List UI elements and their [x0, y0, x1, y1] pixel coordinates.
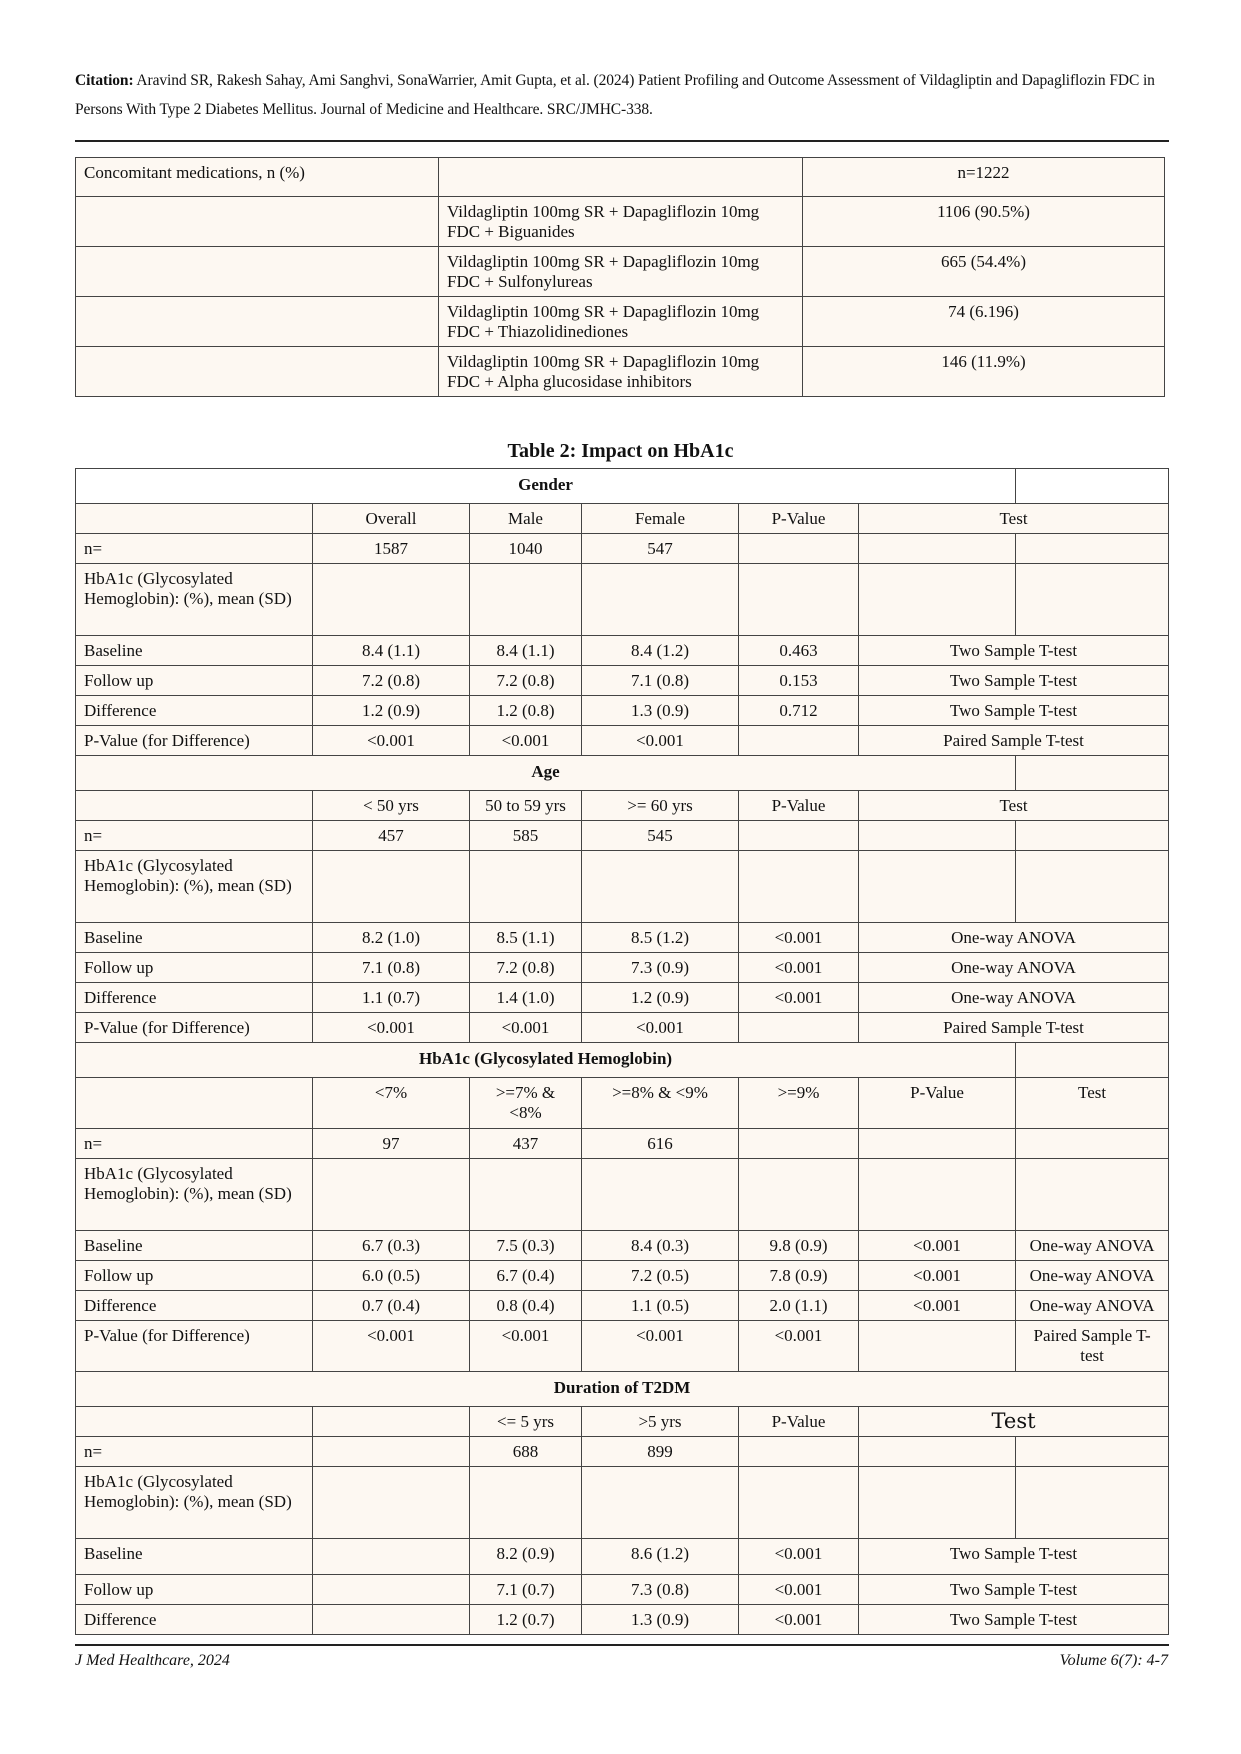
cell: <0.001	[313, 1013, 470, 1043]
cell: <0.001	[739, 953, 859, 983]
cell: Two Sample T-test	[859, 636, 1169, 666]
cell: 1.2 (0.9)	[313, 696, 470, 726]
row-label: Follow up	[76, 666, 313, 696]
empty-cell	[76, 1407, 313, 1437]
table-row	[76, 197, 1165, 247]
empty-cell	[859, 1467, 1016, 1539]
col-header: >= 60 yrs	[582, 791, 739, 821]
cell: <0.001	[470, 1321, 582, 1372]
cell: <0.001	[859, 1231, 1016, 1261]
cell: Two Sample T-test	[859, 696, 1169, 726]
cell: 1.1 (0.7)	[313, 983, 470, 1013]
cell: 8.6 (1.2)	[582, 1539, 739, 1575]
table-row	[76, 851, 1169, 923]
column-header-row	[76, 504, 1169, 534]
empty-cell	[859, 1129, 1016, 1159]
cell	[313, 1539, 470, 1575]
cell: 8.2 (1.0)	[313, 923, 470, 953]
table-row	[76, 1575, 1169, 1605]
cell: 8.4 (1.2)	[582, 636, 739, 666]
cell: 0.153	[739, 666, 859, 696]
empty-cell	[859, 851, 1016, 923]
cell	[313, 1437, 470, 1467]
empty-cell	[470, 564, 582, 636]
row-label: Baseline	[76, 1231, 313, 1261]
empty-cell	[739, 1467, 859, 1539]
table1-header-label: Concomitant medications, n (%)	[76, 158, 439, 197]
cell: 0.712	[739, 696, 859, 726]
cell: 688	[470, 1437, 582, 1467]
empty-cell	[859, 1437, 1016, 1467]
empty-cell	[1016, 1129, 1169, 1159]
column-header-row	[76, 1407, 1169, 1437]
table-row	[76, 696, 1169, 726]
cell: <0.001	[582, 1321, 739, 1372]
col-header: P-Value	[739, 791, 859, 821]
empty-cell	[76, 1078, 313, 1129]
cell: <0.001	[739, 1605, 859, 1635]
citation-label: Citation:	[75, 72, 134, 89]
cell: <0.001	[470, 1013, 582, 1043]
row-label: Baseline	[76, 636, 313, 666]
header-rule	[75, 140, 1169, 142]
col-header: P-Value	[859, 1078, 1016, 1129]
col-header: Male	[470, 504, 582, 534]
col-header: Test	[859, 1407, 1169, 1437]
table1-cell-empty	[76, 297, 439, 347]
cell: Paired Sample T-test	[1016, 1321, 1169, 1372]
cell: 437	[470, 1129, 582, 1159]
empty-cell	[1016, 534, 1169, 564]
col-header: >=7% & <8%	[470, 1078, 582, 1129]
table-row	[76, 1159, 1169, 1231]
cell: 899	[582, 1437, 739, 1467]
empty-cell	[1016, 1159, 1169, 1231]
cell: 7.3 (0.8)	[582, 1575, 739, 1605]
row-label: HbA1c (Glycosylated Hemoglobin): (%), mean (SD)	[76, 1467, 313, 1539]
row-label: Follow up	[76, 953, 313, 983]
col-header: Test	[859, 504, 1169, 534]
cell: Two Sample T-test	[859, 1575, 1169, 1605]
cell: 7.2 (0.8)	[470, 953, 582, 983]
col-header: Overall	[313, 504, 470, 534]
cell: 7.3 (0.9)	[582, 953, 739, 983]
col-header: 50 to 59 yrs	[470, 791, 582, 821]
table-row	[76, 1467, 1169, 1539]
empty-cell	[470, 1159, 582, 1231]
cell: 6.7 (0.3)	[313, 1231, 470, 1261]
row-label: Difference	[76, 1605, 313, 1635]
cell: <0.001	[470, 726, 582, 756]
section-header-gender	[76, 469, 1169, 504]
table-row	[76, 1605, 1169, 1635]
empty-cell	[859, 1159, 1016, 1231]
section-title: Age	[76, 756, 1016, 791]
empty-cell	[76, 504, 313, 534]
row-label: n=	[76, 1437, 313, 1467]
cell: 97	[313, 1129, 470, 1159]
empty-cell	[313, 1159, 470, 1231]
table1-value: 74 (6.196)	[803, 297, 1165, 347]
cell: 6.0 (0.5)	[313, 1261, 470, 1291]
col-header	[313, 1407, 470, 1437]
table-row	[76, 983, 1169, 1013]
hba1c-impact-table	[75, 468, 1169, 1635]
cell: 7.1 (0.7)	[470, 1575, 582, 1605]
empty-cell	[739, 1159, 859, 1231]
cell: 9.8 (0.9)	[739, 1231, 859, 1261]
row-label: HbA1c (Glycosylated Hemoglobin): (%), mean (SD)	[76, 564, 313, 636]
table-row	[76, 726, 1169, 756]
col-header: >=8% & <9%	[582, 1078, 739, 1129]
row-label: n=	[76, 821, 313, 851]
col-header: Test	[1016, 1078, 1169, 1129]
empty-cell	[1016, 469, 1169, 504]
table1-value: 146 (11.9%)	[803, 347, 1165, 397]
cell: <0.001	[739, 1539, 859, 1575]
empty-cell	[470, 851, 582, 923]
cell: 0.7 (0.4)	[313, 1291, 470, 1321]
column-header-row	[76, 1078, 1169, 1129]
table1-header-n: n=1222	[803, 158, 1165, 197]
empty-cell	[470, 1467, 582, 1539]
row-label: HbA1c (Glycosylated Hemoglobin): (%), mean (SD)	[76, 851, 313, 923]
cell: 1.4 (1.0)	[470, 983, 582, 1013]
cell: 0.8 (0.4)	[470, 1291, 582, 1321]
cell: Paired Sample T-test	[859, 1013, 1169, 1043]
empty-cell	[1016, 564, 1169, 636]
empty-cell	[1016, 851, 1169, 923]
cell: One-way ANOVA	[1016, 1291, 1169, 1321]
section-header-hba1c	[76, 1043, 1169, 1078]
col-header: >5 yrs	[582, 1407, 739, 1437]
citation-text: Aravind SR, Rakesh Sahay, Ami Sanghvi, SonaWarrier, Amit Gupta, et al. (2024) Patient Profiling and Outcome Assessment of Vildagliptin and Dapagliflozin FDC in Persons With Type 2 Diabetes Mellitus. Journal of Medicine and Healthcare. SRC/JMHC-338.	[75, 72, 1155, 118]
cell: One-way ANOVA	[859, 953, 1169, 983]
cell: 8.4 (1.1)	[313, 636, 470, 666]
empty-cell	[859, 534, 1016, 564]
section-header-age	[76, 756, 1169, 791]
table-row	[76, 1321, 1169, 1372]
cell	[859, 1321, 1016, 1372]
concomitant-medications-table	[75, 157, 1165, 397]
cell: 7.5 (0.3)	[470, 1231, 582, 1261]
cell: Two Sample T-test	[859, 1605, 1169, 1635]
cell: One-way ANOVA	[859, 983, 1169, 1013]
empty-cell	[739, 851, 859, 923]
empty-cell	[1016, 1467, 1169, 1539]
table1-header-middle	[439, 158, 803, 197]
cell: 8.4 (1.1)	[470, 636, 582, 666]
section-title: Duration of T2DM	[76, 1372, 1169, 1407]
col-header: P-Value	[739, 504, 859, 534]
empty-cell	[859, 821, 1016, 851]
table1-value: 665 (54.4%)	[803, 247, 1165, 297]
row-label: P-Value (for Difference)	[76, 726, 313, 756]
empty-cell	[739, 534, 859, 564]
row-label: n=	[76, 534, 313, 564]
table-row	[76, 297, 1165, 347]
row-label: Follow up	[76, 1261, 313, 1291]
table-row	[76, 953, 1169, 983]
row-label: Difference	[76, 696, 313, 726]
cell: <0.001	[582, 1013, 739, 1043]
table1-cell-empty	[76, 247, 439, 297]
empty-cell	[1016, 1043, 1169, 1078]
row-label: Difference	[76, 1291, 313, 1321]
empty-cell	[582, 851, 739, 923]
table-row	[76, 1129, 1169, 1159]
row-label: HbA1c (Glycosylated Hemoglobin): (%), mean (SD)	[76, 1159, 313, 1231]
cell: 7.1 (0.8)	[582, 666, 739, 696]
cell: One-way ANOVA	[859, 923, 1169, 953]
cell: One-way ANOVA	[1016, 1231, 1169, 1261]
table1-cell-empty	[76, 347, 439, 397]
table1-drug: Vildagliptin 100mg SR + Dapagliflozin 10mg FDC + Alpha glucosidase inhibitors	[439, 347, 803, 397]
empty-cell	[1016, 756, 1169, 791]
cell: <0.001	[739, 923, 859, 953]
row-label: P-Value (for Difference)	[76, 1321, 313, 1372]
cell	[739, 1013, 859, 1043]
cell: Paired Sample T-test	[859, 726, 1169, 756]
table-row	[76, 1231, 1169, 1261]
cell: 7.2 (0.8)	[313, 666, 470, 696]
cell: 7.2 (0.8)	[470, 666, 582, 696]
table2-title: Table 2: Impact on HbA1c	[507, 440, 734, 462]
cell: 1040	[470, 534, 582, 564]
empty-cell	[739, 1437, 859, 1467]
empty-cell	[313, 564, 470, 636]
cell: <0.001	[739, 983, 859, 1013]
cell: 2.0 (1.1)	[739, 1291, 859, 1321]
cell: <0.001	[859, 1291, 1016, 1321]
volume-footer: Volume 6(7): 4-7	[1059, 1652, 1168, 1669]
row-label: n=	[76, 1129, 313, 1159]
table-row	[76, 636, 1169, 666]
cell: <0.001	[739, 1575, 859, 1605]
table-row	[76, 158, 1165, 197]
cell: 616	[582, 1129, 739, 1159]
row-label: Difference	[76, 983, 313, 1013]
empty-cell	[582, 564, 739, 636]
table-row	[76, 247, 1165, 297]
col-header: <7%	[313, 1078, 470, 1129]
cell: 547	[582, 534, 739, 564]
table-row	[76, 564, 1169, 636]
table1-value: 1106 (90.5%)	[803, 197, 1165, 247]
empty-cell	[582, 1467, 739, 1539]
cell	[313, 1605, 470, 1635]
section-title: HbA1c (Glycosylated Hemoglobin)	[76, 1043, 1016, 1078]
cell: 457	[313, 821, 470, 851]
col-header: Female	[582, 504, 739, 534]
cell: Two Sample T-test	[859, 1539, 1169, 1575]
row-label: P-Value (for Difference)	[76, 1013, 313, 1043]
table-row	[76, 1539, 1169, 1575]
cell: 6.7 (0.4)	[470, 1261, 582, 1291]
cell: 7.1 (0.8)	[313, 953, 470, 983]
table-row	[76, 1013, 1169, 1043]
empty-cell	[859, 564, 1016, 636]
table-row	[76, 1437, 1169, 1467]
empty-cell	[739, 821, 859, 851]
col-header: P-Value	[739, 1407, 859, 1437]
empty-cell	[582, 1159, 739, 1231]
cell: 1.3 (0.9)	[582, 696, 739, 726]
cell: 545	[582, 821, 739, 851]
row-label: Baseline	[76, 923, 313, 953]
empty-cell	[739, 564, 859, 636]
journal-footer: J Med Healthcare, 2024	[75, 1652, 230, 1669]
cell: 1.3 (0.9)	[582, 1605, 739, 1635]
empty-cell	[313, 851, 470, 923]
citation	[75, 66, 1170, 124]
cell: 0.463	[739, 636, 859, 666]
table-row	[76, 1261, 1169, 1291]
cell: 1.2 (0.8)	[470, 696, 582, 726]
cell: 8.2 (0.9)	[470, 1539, 582, 1575]
table-row	[76, 923, 1169, 953]
col-header: < 50 yrs	[313, 791, 470, 821]
table-row	[76, 534, 1169, 564]
empty-cell	[739, 1129, 859, 1159]
cell: 8.5 (1.2)	[582, 923, 739, 953]
cell	[739, 726, 859, 756]
table-row	[76, 347, 1165, 397]
col-header: >=9%	[739, 1078, 859, 1129]
cell: 1587	[313, 534, 470, 564]
empty-cell	[1016, 821, 1169, 851]
cell: <0.001	[313, 1321, 470, 1372]
empty-cell	[76, 791, 313, 821]
cell: <0.001	[859, 1261, 1016, 1291]
cell: 1.2 (0.9)	[582, 983, 739, 1013]
cell: 7.8 (0.9)	[739, 1261, 859, 1291]
cell: Two Sample T-test	[859, 666, 1169, 696]
row-label: Baseline	[76, 1539, 313, 1575]
section-title: Gender	[76, 469, 1016, 504]
footer-rule	[75, 1644, 1169, 1646]
cell: 1.1 (0.5)	[582, 1291, 739, 1321]
table1-cell-empty	[76, 197, 439, 247]
cell: One-way ANOVA	[1016, 1261, 1169, 1291]
table1-drug: Vildagliptin 100mg SR + Dapagliflozin 10mg FDC + Thiazolidinediones	[439, 297, 803, 347]
cell: 7.2 (0.5)	[582, 1261, 739, 1291]
table-row	[76, 1291, 1169, 1321]
table1-drug: Vildagliptin 100mg SR + Dapagliflozin 10mg FDC + Biguanides	[439, 197, 803, 247]
row-label: Follow up	[76, 1575, 313, 1605]
col-header: <= 5 yrs	[470, 1407, 582, 1437]
table1-drug: Vildagliptin 100mg SR + Dapagliflozin 10mg FDC + Sulfonylureas	[439, 247, 803, 297]
cell	[313, 1575, 470, 1605]
cell: <0.001	[582, 726, 739, 756]
cell: 8.5 (1.1)	[470, 923, 582, 953]
cell: 8.4 (0.3)	[582, 1231, 739, 1261]
cell: 1.2 (0.7)	[470, 1605, 582, 1635]
table-row	[76, 821, 1169, 851]
empty-cell	[313, 1467, 470, 1539]
column-header-row	[76, 791, 1169, 821]
col-header: Test	[859, 791, 1169, 821]
cell: <0.001	[739, 1321, 859, 1372]
cell: <0.001	[313, 726, 470, 756]
table-row	[76, 666, 1169, 696]
cell: 585	[470, 821, 582, 851]
empty-cell	[1016, 1437, 1169, 1467]
section-header-duration	[76, 1372, 1169, 1407]
